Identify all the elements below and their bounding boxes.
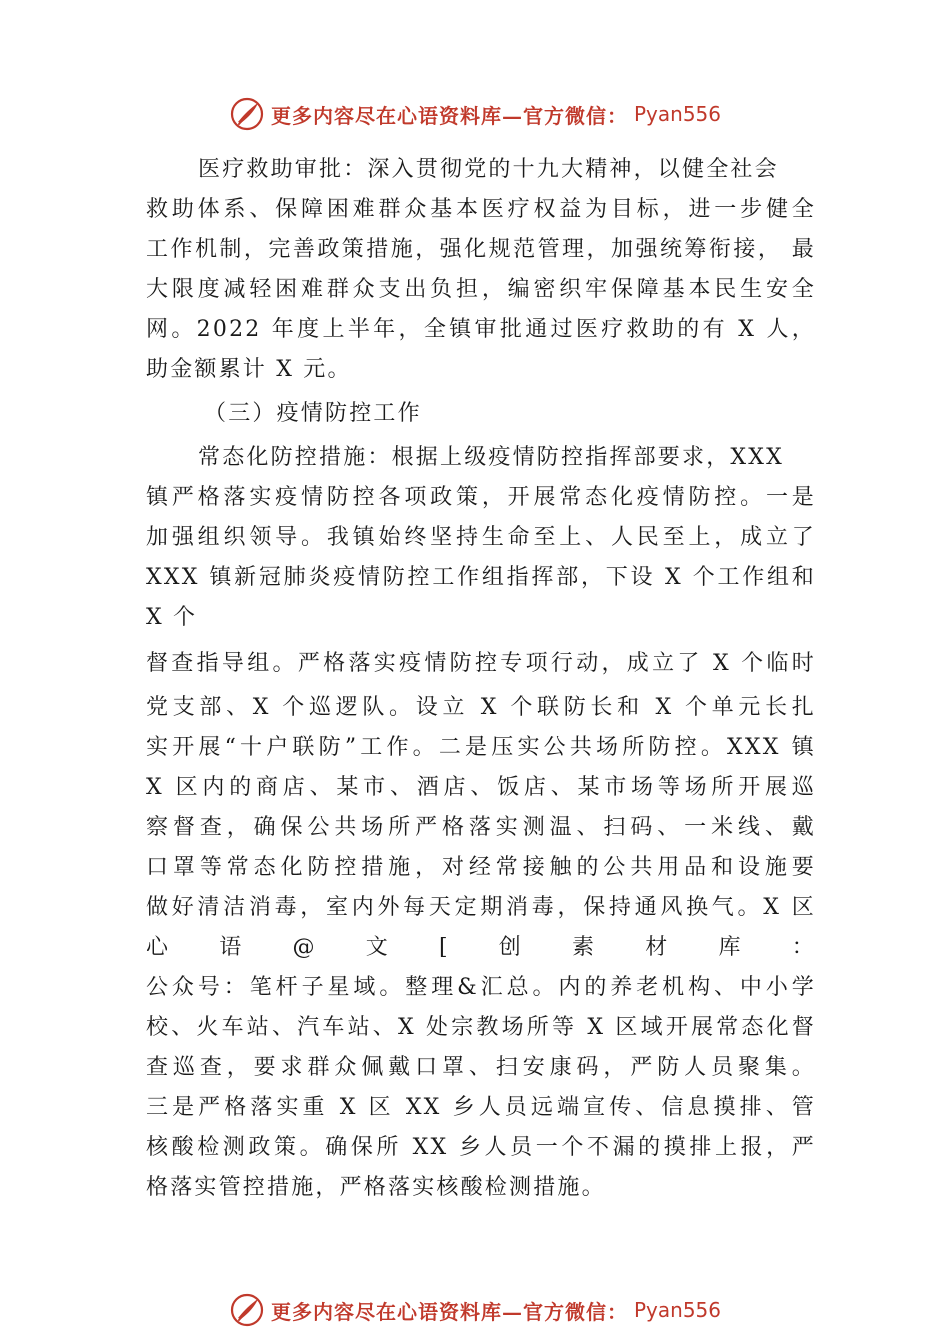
banner-wechat-handle: Pyan556 [633,102,721,126]
paragraph-line: 核酸检测政策。确保所 XX 乡人员一个不漏的摸排上报，严 [146,1135,816,1160]
footer-banner [0,1290,950,1330]
paragraph-line: 加强组织领导。我镇始终坚持生命至上、人民至上，成立了 [146,525,816,550]
paragraph-line: 三是严格落实重 X 区 XX 乡人员远端宣传、信息摸排、管 [146,1095,816,1120]
paragraph-line: 做好清洁消毒，室内外每天定期消毒，保持通风换气。X 区 [146,895,816,920]
paragraph-line: 公众号：笔杆子星域。整理&汇总。内的养老机构、中小学 [146,975,816,1000]
paragraph-line: 助金额累计 X 元。 [146,357,352,382]
banner-wechat-handle: Pyan556 [633,1298,721,1322]
paragraph-line: XXX 镇新冠肺炎疫情防控工作组指挥部，下设 X 个工作组和 [146,565,816,590]
paragraph-line: 查巡查，要求群众佩戴口罩、扫安康码，严防人员聚集。 [146,1055,816,1080]
paragraph-line: 督查指导组。严格落实疫情防控专项行动，成立了 X 个临时 [146,651,816,676]
paragraph-line: 格落实管控措施，严格落实核酸检测措施。 [146,1175,606,1200]
section-heading: （三）疫情防控工作 [204,401,422,426]
paragraph-line: 常态化防控措施：根据上级疫情防控指挥部要求，XXX [198,445,784,470]
paragraph-line: 实开展“十户联防”工作。二是压实公共场所防控。XXX 镇 [146,735,816,760]
quill-pen-logo-icon [229,96,265,132]
paragraph-line: 校、火车站、汽车站、X 处宗教场所等 X 区域开展常态化督 [146,1015,816,1040]
paragraph-line: 医疗救助审批：深入贯彻党的十九大精神，以健全社会 [198,157,779,182]
paragraph-line: 大限度减轻困难群众支出负担，编密织牢保障基本民生安全 [146,277,816,302]
header-banner [0,94,950,134]
paragraph-line: X 个 [146,605,198,630]
quill-pen-logo-icon [229,1292,265,1328]
paragraph-line: 口罩等常态化防控措施，对经常接触的公共用品和设施要 [146,855,816,880]
paragraph-line: 工作机制，完善政策措施，强化规范管理，加强统筹衔接， 最 [146,237,816,262]
paragraph-line: 党支部、X 个巡逻队。设立 X 个联防长和 X 个单元长扎 [146,695,816,720]
banner-text: 更多内容尽在心语资料库—官方微信： [270,103,628,128]
paragraph-line: 察督查，确保公共场所严格落实测温、扫码、一米线、戴 [146,815,816,840]
paragraph-line: 救助体系、保障困难群众基本医疗权益为目标，进一步健全 [146,197,816,222]
paragraph-line: 镇严格落实疫情防控各项政策，开展常态化疫情防控。一是 [146,485,816,510]
banner-text: 更多内容尽在心语资料库—官方微信： [270,1299,628,1324]
paragraph-line: X 区内的商店、某市、酒店、饭店、某市场等场所开展巡 [146,775,816,800]
document-body [146,150,816,1208]
paragraph-line: 心语@文[创素材库： [146,935,816,960]
paragraph-line: 网。2022 年度上半年，全镇审批通过医疗救助的有 X 人， [146,317,816,342]
